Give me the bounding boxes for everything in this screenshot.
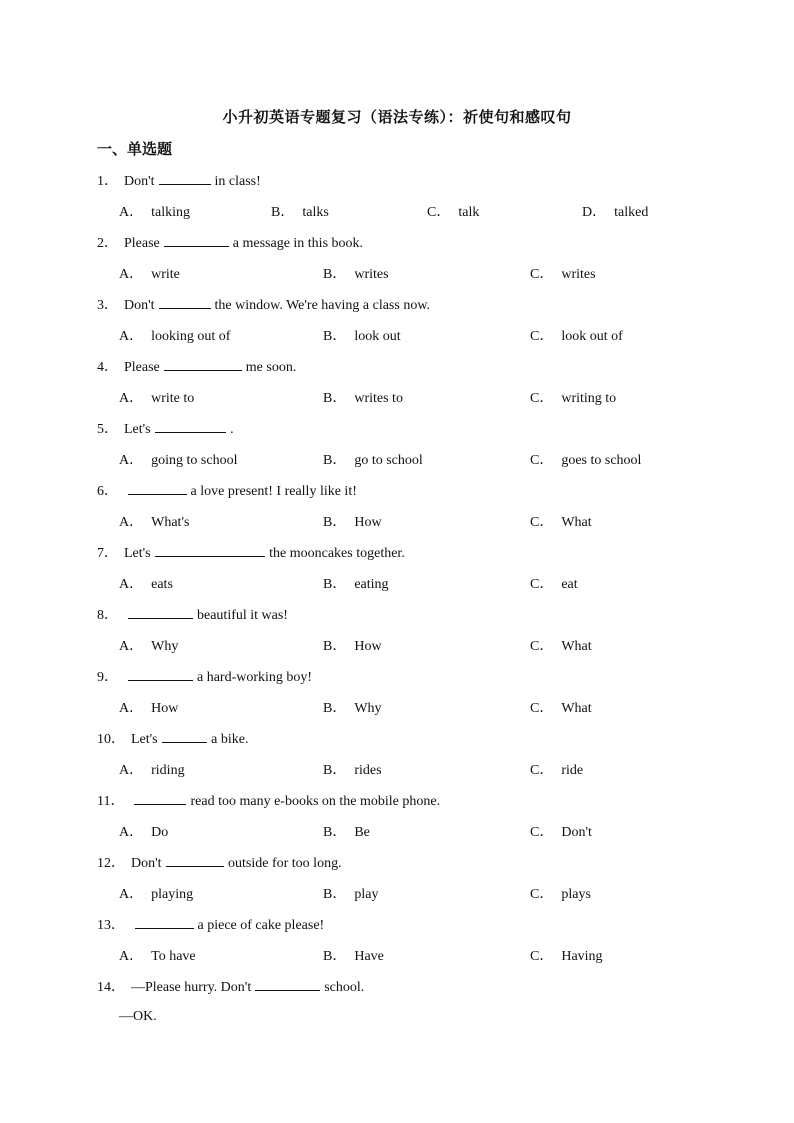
answer-blank [166, 854, 225, 867]
option-text: go to school [354, 453, 423, 468]
option-a[interactable] [119, 573, 173, 593]
question-text-post: a piece of cake please! [197, 918, 325, 933]
option-label: A． [119, 267, 144, 282]
question-text-pre: Don't [131, 856, 162, 871]
option-label: B． [323, 639, 347, 654]
option-label: A． [119, 515, 144, 530]
option-label: A． [119, 453, 144, 468]
option-text: writes [354, 267, 389, 282]
option-label: A． [119, 329, 144, 344]
option-label: C． [530, 949, 554, 964]
question-13 [97, 914, 324, 934]
option-text: playing [151, 887, 194, 902]
options-row [119, 201, 679, 219]
option-a[interactable] [119, 635, 178, 655]
option-a[interactable] [119, 945, 196, 965]
option-label: B． [323, 825, 347, 840]
question-text-pre: Let's [124, 546, 151, 561]
option-text: write to [151, 391, 195, 406]
option-text: How [354, 515, 382, 530]
question-text-pre: —Please hurry. Don't [131, 980, 252, 995]
option-text: eats [151, 577, 173, 592]
answer-blank [135, 916, 194, 929]
option-label: C． [530, 329, 554, 344]
option-c[interactable] [530, 325, 623, 345]
option-label: A． [119, 205, 144, 220]
answer-blank [155, 544, 266, 557]
option-label: C． [530, 515, 554, 530]
question-number: 12． [97, 856, 125, 871]
question-text-post: a bike. [211, 732, 249, 747]
option-text: writes [561, 267, 596, 282]
option-label: C． [530, 887, 554, 902]
option-label: B． [323, 577, 347, 592]
options-row [119, 573, 679, 591]
options-row [119, 635, 679, 653]
option-b[interactable] [323, 573, 389, 593]
option-label: C． [530, 701, 554, 716]
option-text: goes to school [561, 453, 642, 468]
option-text: talking [151, 205, 191, 220]
option-text: What [561, 639, 592, 654]
option-text: Don't [561, 825, 592, 840]
option-text: What [561, 515, 592, 530]
option-b[interactable] [323, 449, 423, 469]
option-text: Have [354, 949, 384, 964]
question-text-post: outside for too long. [228, 856, 342, 871]
option-text: rides [354, 763, 382, 778]
option-b[interactable] [323, 945, 384, 965]
page-title: 小升初英语专题复习（语法专练）：祈使句和感叹句 [222, 108, 572, 126]
option-a[interactable] [119, 387, 194, 407]
option-label: A． [119, 825, 144, 840]
option-text: eat [561, 577, 578, 592]
options-row [119, 883, 679, 901]
options-row [119, 325, 679, 343]
question-text-post: the window. We're having a class now. [214, 298, 431, 313]
options-row [119, 697, 679, 715]
option-text: Be [354, 825, 370, 840]
option-text: What's [151, 515, 190, 530]
option-text: How [151, 701, 179, 716]
option-c[interactable] [530, 945, 603, 965]
option-text: To have [151, 949, 196, 964]
option-label: C． [530, 825, 554, 840]
options-row [119, 263, 679, 281]
question-12 [97, 852, 342, 872]
question-number: 1． [97, 174, 118, 189]
option-text: How [354, 639, 382, 654]
option-b[interactable] [323, 387, 403, 407]
question-1 [97, 170, 261, 190]
question-number: 2． [97, 236, 118, 251]
option-b[interactable] [323, 697, 382, 717]
option-label: B． [323, 763, 347, 778]
option-c[interactable] [530, 263, 596, 283]
answer-blank [164, 234, 229, 247]
question-4 [97, 356, 296, 376]
question-text-post: me soon. [245, 360, 297, 375]
question-text-post: a message in this book. [232, 236, 364, 251]
option-text: look out of [561, 329, 623, 344]
option-text: Do [151, 825, 169, 840]
answer-blank [255, 978, 320, 991]
options-row [119, 449, 679, 467]
question-number: 10． [97, 732, 125, 747]
option-label: C． [427, 205, 451, 220]
question-number: 9． [97, 670, 118, 685]
option-text: writing to [561, 391, 617, 406]
question-number: 8． [97, 608, 118, 623]
options-row [119, 511, 679, 529]
question-text-post: school. [324, 980, 365, 995]
option-a[interactable] [119, 511, 189, 531]
option-label: C． [530, 453, 554, 468]
option-c[interactable] [427, 201, 479, 221]
options-row [119, 387, 679, 405]
question-number: 6． [97, 484, 118, 499]
section-heading: 一、单选题 [97, 140, 173, 158]
question-14 [97, 976, 364, 996]
answer-blank [134, 792, 186, 805]
question-text-pre: Let's [124, 422, 151, 437]
question-number: 13． [97, 918, 125, 933]
answer-blank [155, 420, 227, 433]
option-text: What [561, 701, 592, 716]
option-label: B． [323, 515, 347, 530]
option-label: A． [119, 763, 144, 778]
question-text-pre: Don't [124, 298, 155, 313]
question-text-post: the mooncakes together. [269, 546, 405, 561]
question-3 [97, 294, 430, 314]
option-a[interactable] [119, 449, 237, 469]
option-label: C． [530, 267, 554, 282]
option-d[interactable] [582, 201, 648, 221]
question-text-post: a love present! I really like it! [190, 484, 357, 499]
option-a[interactable] [119, 325, 230, 345]
option-c[interactable] [530, 449, 641, 469]
option-label: B． [323, 887, 347, 902]
option-label: C． [530, 577, 554, 592]
option-text: plays [561, 887, 591, 902]
question-text-post: a hard-working boy! [197, 670, 313, 685]
option-label: D． [582, 205, 607, 220]
option-label: A． [119, 577, 144, 592]
answer-blank [128, 668, 193, 681]
answer-blank [159, 296, 211, 309]
q14-reply: —OK. [119, 1009, 157, 1024]
answer-blank [162, 730, 208, 743]
option-text: going to school [151, 453, 238, 468]
question-text-pre: Don't [124, 174, 155, 189]
option-text: ride [561, 763, 584, 778]
option-a[interactable] [119, 263, 180, 283]
question-text-post: . [230, 422, 234, 437]
options-row [119, 945, 679, 963]
question-8 [97, 604, 288, 624]
option-label: A． [119, 887, 144, 902]
question-text-post: beautiful it was! [197, 608, 288, 623]
option-label: C． [530, 763, 554, 778]
option-b[interactable] [323, 325, 401, 345]
option-text: Having [561, 949, 603, 964]
question-number: 14． [97, 980, 125, 995]
option-c[interactable] [530, 387, 616, 407]
question-9 [97, 666, 312, 686]
option-b[interactable] [323, 821, 370, 841]
option-text: writes to [354, 391, 403, 406]
option-label: A． [119, 391, 144, 406]
question-text-post: in class! [214, 174, 261, 189]
question-text-pre: Please [124, 236, 160, 251]
option-label: C． [530, 391, 554, 406]
answer-blank [164, 358, 242, 371]
option-a[interactable] [119, 821, 168, 841]
option-b[interactable] [271, 201, 329, 221]
option-a[interactable] [119, 883, 193, 903]
option-text: eating [354, 577, 389, 592]
option-text: riding [151, 763, 185, 778]
question-number: 4． [97, 360, 118, 375]
option-a[interactable] [119, 759, 185, 779]
option-text: look out [354, 329, 401, 344]
option-b[interactable] [323, 635, 382, 655]
option-label: B． [271, 205, 295, 220]
question-text-pre: Let's [131, 732, 158, 747]
option-text: Why [354, 701, 382, 716]
question-7 [97, 542, 405, 562]
option-text: Why [151, 639, 179, 654]
option-text: talk [458, 205, 480, 220]
option-b[interactable] [323, 511, 382, 531]
answer-blank [159, 172, 211, 185]
option-b[interactable] [323, 759, 382, 779]
option-text: talks [302, 205, 329, 220]
answer-blank [128, 482, 187, 495]
option-label: A． [119, 949, 144, 964]
question-text-pre: Please [124, 360, 160, 375]
option-label: B． [323, 949, 347, 964]
question-number: 7． [97, 546, 118, 561]
option-label: B． [323, 701, 347, 716]
option-label: A． [119, 639, 144, 654]
option-c[interactable] [530, 511, 592, 531]
option-a[interactable] [119, 697, 178, 717]
question-10 [97, 728, 248, 748]
option-label: C． [530, 639, 554, 654]
option-c[interactable] [530, 697, 592, 717]
option-text: write [151, 267, 180, 282]
option-text: play [354, 887, 379, 902]
question-number: 11． [97, 794, 125, 809]
option-label: B． [323, 453, 347, 468]
option-b[interactable] [323, 883, 378, 903]
option-label: B． [323, 329, 347, 344]
question-5 [97, 418, 234, 438]
option-c[interactable] [530, 759, 583, 779]
option-text: talked [614, 205, 649, 220]
option-label: B． [323, 267, 347, 282]
options-row [119, 821, 679, 839]
option-c[interactable] [530, 821, 592, 841]
option-c[interactable] [530, 573, 578, 593]
options-row [119, 759, 679, 777]
option-label: B． [323, 391, 347, 406]
option-text: looking out of [151, 329, 231, 344]
question-text-post: read too many e-books on the mobile phone. [190, 794, 441, 809]
option-a[interactable] [119, 201, 190, 221]
option-c[interactable] [530, 883, 591, 903]
question-number: 3． [97, 298, 118, 313]
option-c[interactable] [530, 635, 592, 655]
option-b[interactable] [323, 263, 389, 283]
question-number: 5． [97, 422, 118, 437]
option-label: A． [119, 701, 144, 716]
answer-blank [128, 606, 193, 619]
question-6 [97, 480, 357, 500]
question-2 [97, 232, 363, 252]
question-11 [97, 790, 440, 810]
